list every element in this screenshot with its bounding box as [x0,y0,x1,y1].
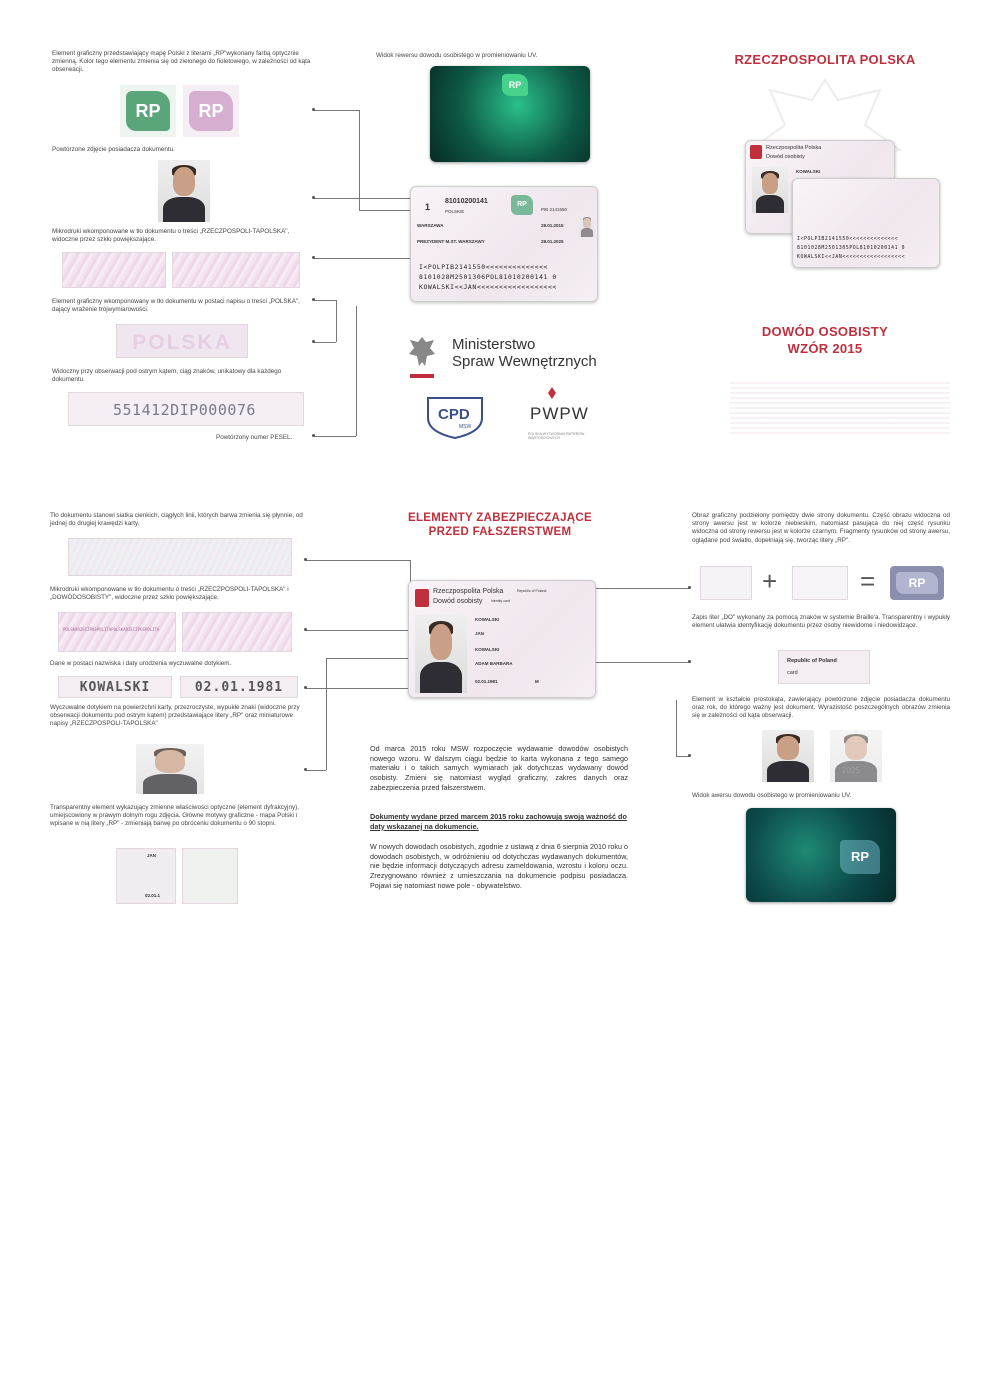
connector-line [676,700,677,756]
reverse-issue-date: 28.01.2015 [541,223,564,228]
ministry-name-1: Ministerstwo [452,336,536,353]
uv-reverse-caption: Widok rewersu dowodu osobistego w promieniowaniu UV. [376,52,538,59]
unique-chars-code: 551412DIP000076 [113,401,256,419]
rp-map-green-sample [120,85,176,137]
ovd-sample-date: 02.01.1 [145,893,161,898]
reverse-place: WARSZAWA [417,223,444,228]
cover-mrz-2: 8101028M2501305POL81010200141 0 [797,246,906,251]
tactile-name: KOWALSKI [79,680,151,695]
cover-eagle-icon [750,145,762,159]
braille-sample [778,650,870,684]
rp-result-icon: RP [896,572,938,594]
split-image-back [792,566,848,600]
connector-dot [688,586,691,589]
braille-sample-line2: card [787,670,798,676]
front-card-title: Rzeczpospolita Polska [433,588,504,595]
relief-sample [136,744,204,794]
doc-title-2: WZÓR 2015 [787,341,863,356]
connector-line [326,658,327,770]
cover-reverse-card [792,178,940,268]
unique-chars-sample [68,392,304,426]
microprint2-description: Mikrodruki wkomponowane w tło dokumentu o treści „RZECZPOSPOLI-TAPOLSKA" i „DOWÓDOSOBISTY", widoczne przez szkło powiększające. [50,586,289,602]
microprint2-sample-2 [182,612,292,652]
tactile-name-sample [58,676,172,698]
uv-front-caption: Widok awersu dowodu osobistego w promieniowaniu UV. [692,792,852,799]
connector-line [336,300,337,342]
split-image-description: Obraz graficzny podzielony pomiędzy dwie strony dokumentu. Część obrazu widoczna od strony awersu jest w kolorze niebieskim, natomiast pasująca do niej część rysunku widoczna od strony rewersu jest w kolorze czarnym. Fragmenty rysunków od strony awersu, oglądane pod światło, dopełniają się, tworząc litery „RP". [692,512,950,544]
reverse-mrz-2: 8101028M2501306POL81010200141 0 [419,273,557,281]
cover-mrz-1: I<POLPIB2141550<<<<<<<<<<<<<< [797,237,899,242]
changes-paragraph: W nowych dowodach osobistych, zgodnie z ustawą z dnia 6 sierpnia 2010 roku o dowodach osobistych, w odróżnieniu od dotychczas wydawanych dokumentów, nie będzie informacji dotyczących adresu zameldowania, wzrostu i koloru oczu. Zrezygnowano również z umieszczania na dokumencie podpisu posiadacza. Pojawi się natomiast nowe pole - obywatelstwo. [370,842,628,890]
tactile-date: 02.01.1981 [194,680,284,695]
connector-dot [312,256,315,259]
connector-line [306,630,410,631]
connector-dot [312,108,315,111]
pesel-label: Powtórzony numer PESEL. [216,434,293,441]
microtext-watermark [730,380,950,434]
polska-3d-sample [116,324,248,358]
connector-line [314,258,414,259]
tactile-date-sample [180,676,298,698]
connector-line [314,436,356,437]
reverse-can: 1 [425,202,431,212]
connector-dot [312,298,315,301]
front-dob: 02.01.1981 [475,679,498,684]
uv-front-card [746,808,896,902]
cpd-logo-sub: MSW [459,424,472,430]
ministry-eagle-icon [408,334,436,380]
cpd-logo-text: CPD [438,406,470,423]
connector-line [359,110,360,210]
pwpw-logo-text: PWPW [530,404,589,423]
mlp-sample-photo-2 [830,730,882,782]
front-name: JAN [475,631,485,636]
reverse-ghost-photo [579,215,595,237]
mlp-year: 2025 [842,766,860,775]
repeated-photo-description: Powtórzone zdjęcie posiadacza dokumentu. [52,146,175,153]
repeated-photo-sample [158,160,210,222]
microprint-description: Mikrodruki wkomponowane w tło dokumentu o treści „RZECZPOSPOLI-TAPOLSKA", widoczne przez szkło powiększające. [52,228,290,244]
connector-line [314,300,336,301]
pwpw-logo-mark-icon [545,386,559,400]
connector-dot [304,686,307,689]
tactile-description: Dane w postaci nazwiska i daty urodzenia wyczuwalne dotykiem. [50,660,232,667]
reverse-mrz-3: KOWALSKI<<JAN<<<<<<<<<<<<<<<<<< [419,283,557,291]
cover-mrz-3: KOWALSKI<<JAN<<<<<<<<<<<<<<<<<< [797,255,906,260]
uv-front-rp-icon: RP [840,840,880,874]
front-card-subtitle: Republic of Poland [517,589,547,593]
uv-rp-map-icon: RP [502,74,528,96]
rp-result-badge [890,566,944,600]
reverse-authority: PREZYDENT M.ST. WARSZAWY [417,239,485,244]
connector-dot [312,340,315,343]
braille-description: Zapis liter „DO" wykonany za pomocą znaków w systemie Braille'a. Transparentny i wypukły element ułatwia identyfikację dokumentu przez osoby niewidome i niedowidzące. [692,614,950,630]
front-card-doc-en: Identity card [491,599,511,603]
reverse-mrz-1: I<POLPIB2141550<<<<<<<<<<<<<< [419,263,548,271]
connector-dot [304,628,307,631]
section-title-2: PRZED FAŁSZERSTWEM [428,526,572,538]
connector-dot [304,558,307,561]
connector-line [356,306,357,436]
connector-dot [688,660,691,663]
validity-paragraph: Dokumenty wydane przed marcem 2015 roku zachowują swoją ważność do daty wskazanej na dokumencie. [370,812,627,831]
intro-paragraph: Od marca 2015 roku MSW rozpoczęcie wydawanie dowodów osobistych nowego wzoru. W dalszym ciągu będzie to karta wykonana z tego samego materiału i o takich samych wymiarach jak dotychczas wydawany dowód osobisty. Zmieni się natomiast wygląd graficzny, zakres danych oraz zabezpieczenia przed fałszerstwem. [370,744,628,792]
connector-dot [312,196,315,199]
ovd-sample-1 [116,848,176,904]
equals-symbol: = [860,566,876,596]
connector-line [306,770,326,771]
reverse-expiry-date: 28.01.2025 [541,239,564,244]
braille-sample-line1: Republic of Poland [787,658,837,664]
section-title-1: ELEMENTY ZABEZPIECZAJĄCE [408,512,592,524]
microprint-sample-2 [172,252,300,288]
front-card [408,580,596,698]
microprint2-sample-1 [58,612,176,652]
reverse-code: PIB 2141550 [541,207,568,212]
connector-line [314,110,360,111]
connector-line [314,198,414,199]
connector-dot [688,754,691,757]
rp-map-description: Element graficzny przedstawiający mapę Polski z literami „RP"wykonany farbą optycznie zmienną. Kolor tego elementu zmienia się od zielonego do fioletowego, w zależności od kąta obserwacji. [52,50,311,74]
connector-dot [312,434,315,437]
front-family-name: KOWALSKI [475,647,500,652]
polska-word: POLSKA [132,331,232,354]
relief-description: Wyczuwalne dotykiem na powierzchni karty, przezroczyste, wypukłe znaki (widoczne przy obserwacji dokumentu pod ostrym kątem) przedstawiające litery „RP" oraz miniaturowe napisy „RZECZPOSPOLI-TAPOLSKA" [50,704,300,728]
connector-line [596,588,690,589]
front-parents: ADAM BARBARA [475,661,513,666]
country-title: RZECZPOSPOLITA POLSKA [734,52,916,67]
background-pattern-description: Tło dokumentu stanowi siatka cienkich, ciągłych linii, których barwa zmienia się płynnie, od jednej do drugiej krawędzi karty. [50,512,303,528]
plus-symbol: + [762,566,778,596]
background-pattern-sample [68,538,292,576]
pwpw-logo-sub: POLSKA WYTWÓRNIA PAPIERÓW WARTOŚCIOWYCH [528,432,585,441]
cover-surname: KOWALSKI [796,169,821,174]
ministry-name-2: Spraw Wewnętrznych [452,353,597,370]
reverse-rp-icon: RP [511,195,533,215]
reverse-pesel: 81010200141 [445,198,488,205]
doc-title-1: DOWÓD OSOBISTY [761,324,889,339]
reverse-card [410,186,598,302]
unique-chars-description: Widoczny przy obserwacji pod ostrym kątem, ciąg znaków, unikatowy dla każdego dokumentu. [52,368,282,384]
rp-map-violet-sample [183,85,239,137]
mlp-sample-photo-1 [762,730,814,782]
front-surname: KOWALSKI [475,617,500,622]
connector-dot [304,768,307,771]
cover-photo [752,167,788,213]
front-sex: M [535,679,539,684]
microprint-sample-1 [62,252,166,288]
microprint2-text: POLSKARZECZPOSPOLITAPOLSKARZECZPOSPOLITA [63,627,160,632]
connector-line [596,662,690,663]
rp-map-violet-icon: RP [189,91,233,131]
ovd-description: Transparentny element wykazujący zmienne właściwości optyczne (element dyfrakcyjny), umiejscowiony w prawym dolnym rogu zdjęcia. Główne motywy graficzne - mapa Polski i wpisane w nią litery „RP" - zmieniają barwę po obróceniu dokumentu o 90 stopni. [50,804,299,828]
cpd-shield-logo [424,394,486,440]
polska-element-description: Element graficzny wkomponowany w tło dokumentu w postaci napisu o treści „POLSKA", dający wrażenie trójwymiarowości. [52,298,300,314]
cover-card-doc: Dowód osobisty [766,154,805,160]
reverse-nationality: POLSKIE [445,209,465,214]
front-card-doc: Dowód osobisty [433,598,483,605]
connector-line [306,560,410,561]
front-eagle-icon [415,589,429,607]
connector-line [326,658,418,659]
ovd-sample-2 [182,848,238,904]
front-photo [415,615,467,693]
ovd-sample-name: JAN [147,853,157,858]
cover-card-title: Rzeczpospolita Polska [766,145,822,151]
rp-map-green-icon: RP [126,91,170,131]
mlp-description: Element w kształcie prostokąta, zawierający powtórzone zdjęcie posiadacza dokumentu oraz rok, do którego ważny jest dokument. Wyrazistość poszczególnych obrazów zmienia się w zależności od kąta obserwacji. [692,696,950,720]
split-image-front [700,566,752,600]
connector-line [314,342,336,343]
uv-reverse-card [430,66,590,162]
